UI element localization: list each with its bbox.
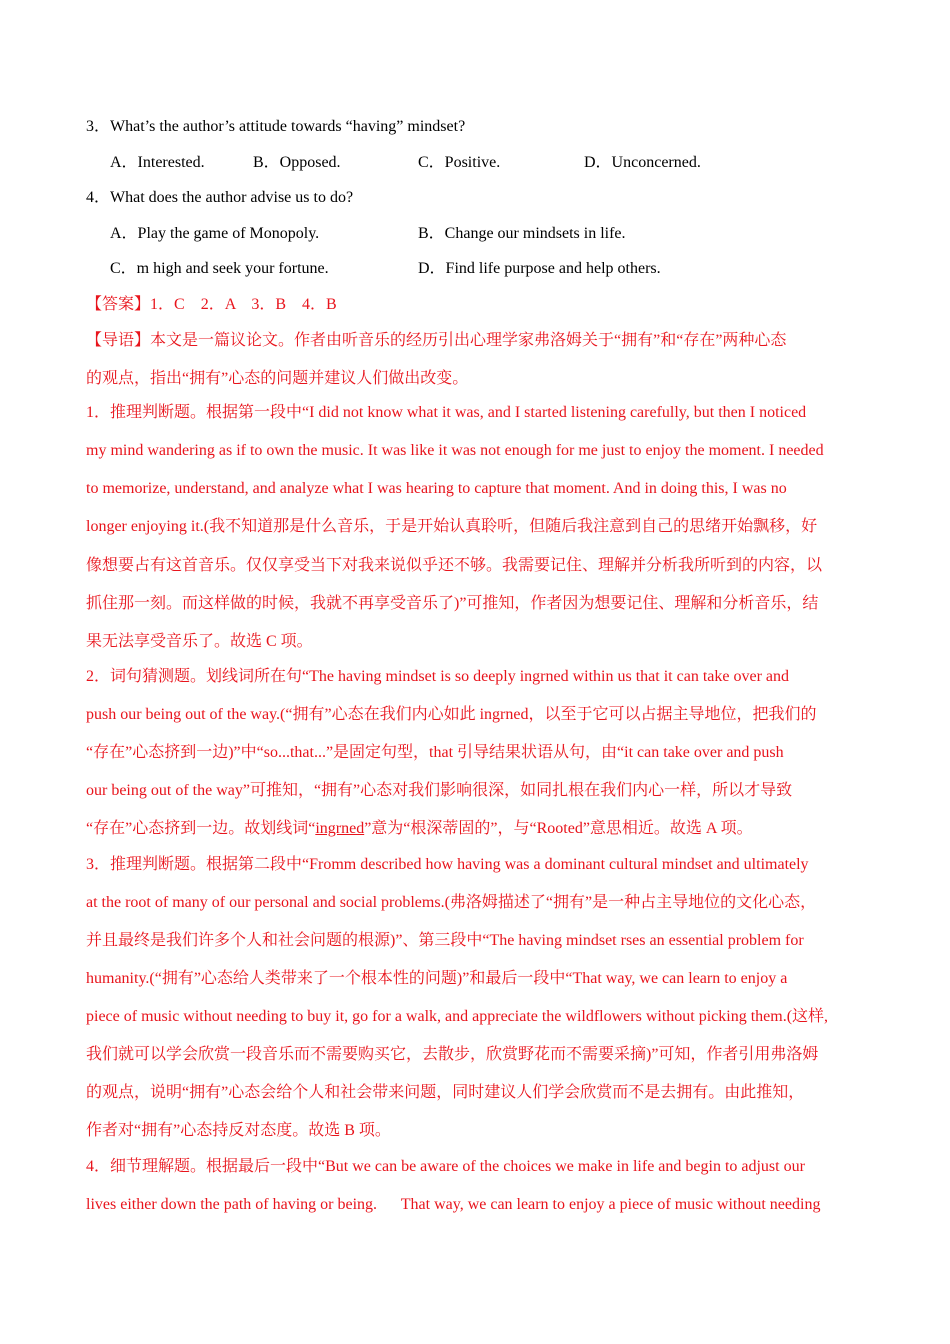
explanation-3-line: 3．推理判断题。根据第二段中“Fromm described how having was a dominant cultural mindset and ultimately: [86, 856, 809, 873]
question-4-option-c: C．m high and seek your fortune.: [110, 260, 329, 277]
guide-label: 【导语】: [86, 332, 151, 349]
explanation-1-line: longer enjoying it.(我不知道那是什么音乐，于是开始认真聆听，但随后我注意到自己的思绪开始飘移，好: [86, 518, 818, 535]
explanation-4-line: 4．细节理解题。根据最后一段中“But we can be aware of the choices we make in life and begin to adjust our: [86, 1158, 805, 1175]
guide-line-1: [86, 331, 786, 351]
explanation-3-line: 作者对“拥有”心态持反对态度。故选 B 项。: [86, 1122, 391, 1139]
explanation-1-line: 像想要占有这首音乐。仅仅享受当下对我来说似乎还不够。我需要记住、理解并分析我所听到的内容，以: [86, 557, 823, 574]
explanation-3-line: at the root of many of our personal and social problems.(弗洛姆描述了“拥有”是一种占主导地位的文化心态，: [86, 894, 817, 911]
explanation-3-line: humanity.(“拥有”心态给人类带来了一个根本性的问题)”和最后一段中“That way, we can learn to enjoy a: [86, 970, 788, 987]
explanation-4-line: lives either down the path of having or being. That way, we can learn to enjoy a piece of music without needing: [86, 1196, 821, 1213]
question-3-option-d: D．Unconcerned.: [584, 154, 701, 171]
question-3-option-b: B．Opposed.: [253, 154, 341, 171]
underlined-word: ingrned: [315, 820, 365, 837]
answer-text: 1．C 2．A 3．B 4．B: [150, 296, 337, 313]
explanation-3-line: 并且最终是我们许多个人和社会问题的根源)”、第三段中“The having mindset rses an essential problem for: [86, 932, 804, 949]
explanation-1-line: 果无法享受音乐了。故选 C 项。: [86, 633, 313, 650]
explanation-1-line: to memorize, understand, and analyze what I was hearing to capture that moment. And in doing this, I was no: [86, 480, 787, 497]
explanation-2-line: “存在”心态挤到一边)”中“so...that...”是固定句型，that 引导结果状语从句，由“it can take over and push: [86, 744, 784, 761]
question-4-stem: 4．What does the author advise us to do?: [86, 189, 354, 206]
explanation-1-line: my mind wandering as if to own the music. It was like it was not enough for me just to enjoy the moment. I needed: [86, 442, 824, 459]
explanation-2-line: our being out of the way”可推知，“拥有”心态对我们影响很深，如同扎根在我们内心一样，所以才导致: [86, 782, 793, 799]
explanation-3-line: 我们就可以学会欣赏一段音乐而不需要购买它，去散步，欣赏野花而不需要采摘)”可知，作者引用弗洛姆: [86, 1046, 819, 1063]
guide-line-2: 的观点，指出“拥有”心态的问题并建议人们做出改变。: [86, 370, 469, 387]
answer-label: 【答案】: [86, 296, 151, 313]
question-3-option-a: A．Interested.: [110, 154, 205, 171]
question-3-option-c: C．Positive.: [418, 154, 501, 171]
answer-line: [86, 295, 337, 315]
explanation-2-last-line: [86, 819, 753, 839]
explanation-2-line: 2．词句猜测题。划线词所在句“The having mindset is so deeply ingrned within us that it can take over and: [86, 668, 789, 685]
question-3-stem: 3．What’s the author’s attitude towards “having” mindset?: [86, 118, 466, 135]
explanation-1-line: 1．推理判断题。根据第一段中“I did not know what it was, and I started listening carefully, but then I noticed: [86, 404, 807, 421]
explanation-2-text: ”意为“根深蒂固的”，与“Rooted”意思相近。故选 A 项。: [364, 820, 753, 837]
question-4-option-a: A．Play the game of Monopoly.: [110, 225, 320, 242]
question-4-option-d: D．Find life purpose and help others.: [418, 260, 661, 277]
explanation-1-line: 抓住那一刻。而这样做的时候，我就不再享受音乐了)”可推知，作者因为想要记住、理解和分析音乐，结: [86, 595, 819, 612]
explanation-3-line: 的观点，说明“拥有”心态会给个人和社会带来问题，同时建议人们学会欣赏而不是去拥有。由此推知，: [86, 1084, 805, 1101]
explanation-2-line: push our being out of the way.(“拥有”心态在我们内心如此 ingrned，以至于它可以占据主导地位，把我们的: [86, 706, 817, 723]
question-4-option-b: B．Change our mindsets in life.: [418, 225, 626, 242]
guide-text-1: 本文是一篇议论文。作者由听音乐的经历引出心理学家弗洛姆关于“拥有”和“存在”两种心态: [150, 332, 787, 349]
explanation-2-text: “存在”心态挤到一边。故划线词“: [86, 820, 316, 837]
explanation-3-line: piece of music without needing to buy it, go for a walk, and appreciate the wildflowers without picking them.(这样,: [86, 1008, 829, 1025]
